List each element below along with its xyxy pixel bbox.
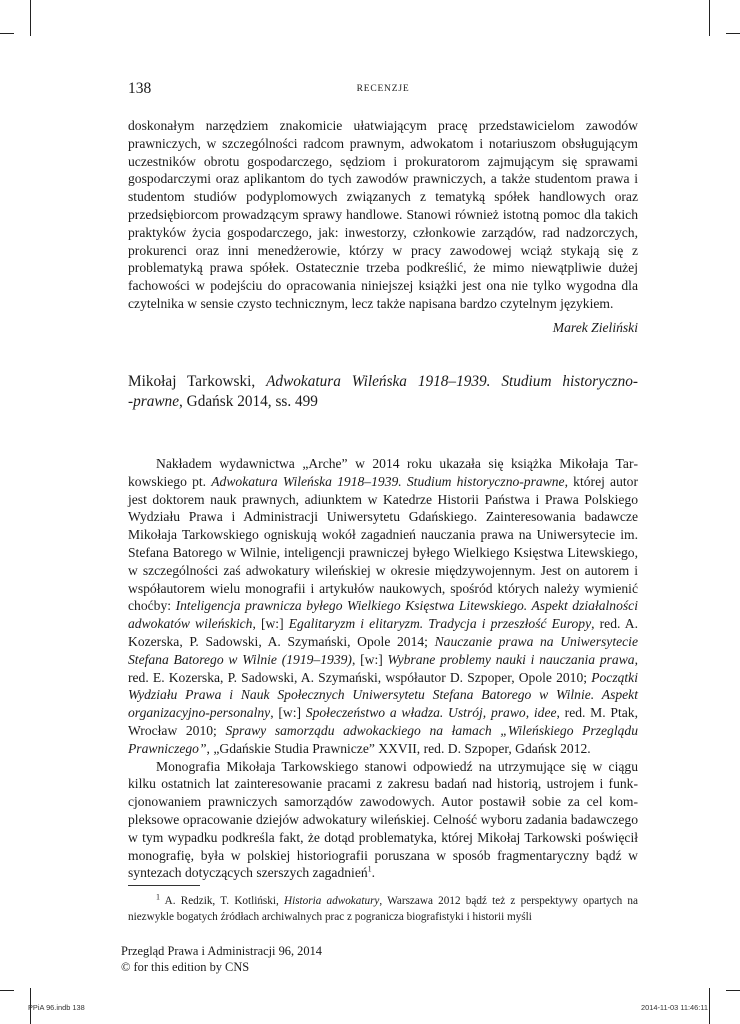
book-title: Adwokatura Wileńska 1918–1939. Studium historyczno- <box>266 373 638 390</box>
previous-review-text <box>128 117 638 313</box>
book-author: Mikołaj Tarkowski, <box>128 373 267 390</box>
print-slug-timestamp: 2014-11-03 11:46:11 <box>641 1003 708 1012</box>
page-number: 138 <box>128 80 152 97</box>
crop-mark <box>30 0 31 36</box>
journal-title: Przegląd Prawa i Administracji 96, 2014 <box>121 944 322 958</box>
copyright-notice: © for this edition by CNS <box>121 959 250 974</box>
book-title-cont: -prawne <box>128 393 179 410</box>
page-header <box>128 80 638 102</box>
print-slug-file: PPiA 96.indb 138 <box>28 1003 85 1012</box>
crop-mark <box>0 33 14 34</box>
review-heading <box>128 372 638 412</box>
crop-mark <box>0 990 14 991</box>
paragraph: Nakładem wydawnictwa „Arche” w 2014 roku ukazała się książka Mikołaja Tarkowskiego pt. Adwokatura Wileńska 1918–1939. Studium historyczno-prawne, której autor jest doktorem nauk prawnych, adiunktem w Katedrze Historii Państwa i Prawa Polskiego Wydziału Prawa i Administracji Uniwersytetu Gdańskiego. Zainteresowania badawcze Mikołaja Tarkowskiego ogniskują wokół zagadnień nauczania prawa na Uniwersytecie im. Stefana Batorego w Wilnie, inteligencji prawniczej byłego Wielkiego Księstwa Litewskiego, w szczególności zaś adwokatury wileńskiej w okresie międzywojennym. Jest on autorem i współautorem wielu monografii i artykułów naukowych, spośród których należy wymienić choćby: Inteligencja prawnicza byłego Wielkiego Księstwa Litewskiego. Aspekt działalności adwokatów wileńskich, [w:] Egalitaryzm i elitaryzm. Tradycja i przeszłość Europy, red. A. Kozerska, P. Sadowski, A. Szymański, Opole 2014; Nauczanie prawa na Uniwersytecie Stefana Batorego w Wilnie (1919–1939), [w:] Wybrane problemy nauki i nauczania prawa, red. E. Kozerska, P. Sadowski, A. Szymański, współautor D. Szpoper, Opole 2010; Początki Wydziału Prawa i Nauk Społecznych Uniwersytetu Stefana Batorego w Wilnie. Aspekt organizacyjno-personalny, [w:] Społeczeństwo a władza. Ustrój, prawo, idee, red. M. Ptak, Wrocław 2010; Sprawy samorządu adwokackiego na łamach „Wileńskiego Przeglądu Prawniczego”, „Gdańskie Studia Prawnicze” XXVII, red. D. Szpoper, Gdańsk 2012. <box>128 456 638 756</box>
crop-mark <box>726 990 740 991</box>
footnote-divider <box>128 885 200 886</box>
footnote: $^1$ A. Redzik, T. Kotliński, Historia adwokatury, Warszawa 2012 bądź też z perspektywy opartych na niezwykle bogatych źródłach archiwalnych prac z pogranicza biografistyki i historii myśli <box>128 892 638 923</box>
book-publication: , Gdańsk 2014, ss. 499 <box>179 393 318 410</box>
heading-line <box>128 393 318 410</box>
crop-mark <box>709 988 710 1024</box>
crop-mark <box>726 33 740 34</box>
paragraph: Monografia Mikołaja Tarkowskiego stanowi odpowiedź na utrzymujące się w ciągu kilku ostatnich lat zainteresowanie pracami z zakresu badań nad historią, ustrojem i funkcjonowaniem prawniczych samorządów zawodowych. Autor postawił sobie za cel kompleksowe opracowanie dziejów adwokatury wileńskiej. Celność wyboru zadania badawczego w tym wypadku podkreśla fakt, że dotąd problematyka, której Mikołaj Tarkowski poświęcił monografię, była w polskiej historiografii poruszana w sposób fragmentaryczny bądź w syntezach dotyczących szerszych zagadnień$^1$. <box>128 758 638 881</box>
running-head: RECENZJE <box>356 84 410 94</box>
footnote-reference[interactable]: 1 <box>367 864 372 874</box>
crop-mark <box>709 0 710 36</box>
paragraph: doskonałym narzędziem znakomicie ułatwiającym pracę przedstawicielom zawodów prawniczych, w szczególności radcom prawnym, adwokatom i notariuszom obsługującym uczestników obrotu gospodarczego, sędziom i prokuratorom zajmującym się sprawami gospodarczymi oraz aplikantom do tych zawodów prawniczych, a także studentom prawa i studentom studiów podyplomowych związanych z tematyką spółek handlowych oraz przedsiębiorcom prowadzącym sprawy handlowe. Stanowi również istotną pomoc dla takich praktyków życia gospodarczego, jak: inwestorzy, członkowie zarządów, rad nadzorczych, prokurenci oraz inni menedżerowie, którzy w pracy zawodowej wciąż stykają się z problematyką prawa spółek. Ostatecznie trzeba podkreślić, że mimo niewątpliwie dużej fachowości w podejściu do opracowania niniejszej książki jest ona nie tylko wygodna dla czytelnika w sensie czysto technicznym, lecz także napisana bardzo czytelnym językiem. <box>128 118 638 311</box>
reviewer-signature: Marek Zieliński <box>552 320 638 335</box>
review-body <box>128 455 638 882</box>
footnote-number: 1 <box>156 892 160 902</box>
heading-line <box>128 372 638 392</box>
journal-info <box>121 944 322 975</box>
